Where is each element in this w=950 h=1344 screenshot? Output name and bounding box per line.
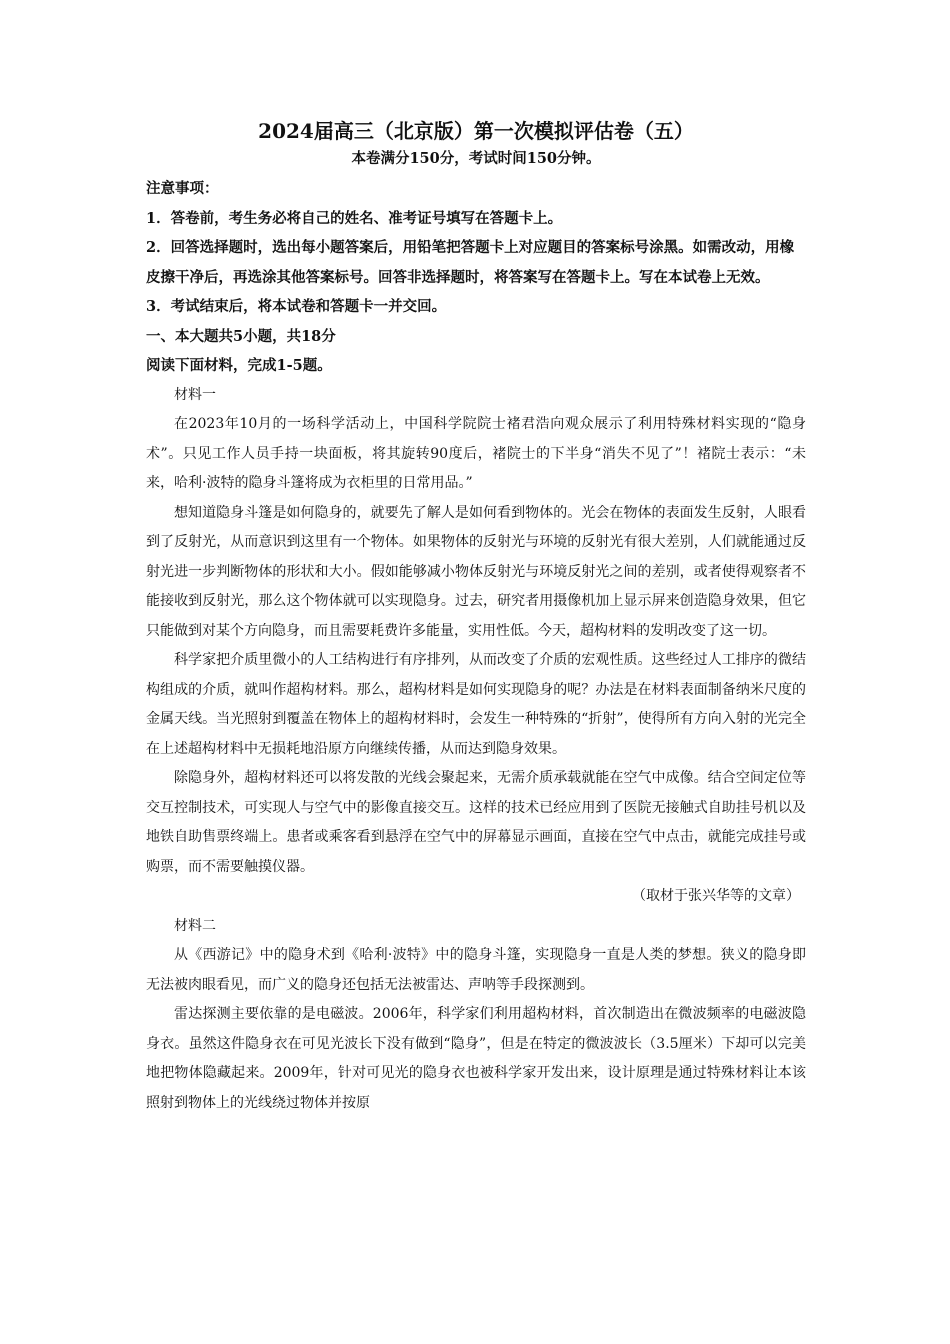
material-1-label: 材料一 [174, 386, 216, 403]
material-2-paragraph-1: 从《西游记》中的隐身术到《哈利·波特》中的隐身斗篷，实现隐身一直是人类的梦想。狭义的隐身即无法被肉眼看见，而广义的隐身还包括无法被雷达、声呐等手段探测到。 [146, 947, 806, 993]
section-heading: 一、本大题共5小题，共18分 [146, 327, 336, 345]
section-instruction: 阅读下面材料，完成1-5题。 [146, 357, 332, 374]
material-1-paragraph-2: 想知道隐身斗篷是如何隐身的，就要先了解人是如何看到物体的。光会在物体的表面发生反射，人眼看到了反射光，从而意识到这里有一个物体。如果物体的反射光与环境的反射光有很大差别，人们就能通过反射光进一步判断物体的形状和大小。假如能够减小物体反射光与环境反射光之间的差别，或者使得观察者不能接收到反射光，那么这个物体就可以实现隐身。过去，研究者用摄像机加上显示屏来创造隐身效果，但它只能做到对某个方向隐身，而且需要耗费许多能量，实用性低。今天，超构材料的发明改变了这一切。 [146, 504, 806, 639]
page-title: 2024届高三（北京版）第一次模拟评估卷（五） [258, 119, 694, 143]
material-1-source: （取材于张兴华等的文章） [632, 888, 800, 904]
material-2-label: 材料二 [174, 917, 216, 934]
material-1-paragraph-1: 在2023年10月的一场科学活动上，中国科学院院士褚君浩向观众展示了利用特殊材料实现的“隐身术”。只见工作人员手持一块面板，将其旋转90度后，褚院士的下半身“消失不见了”！褚院士表示：“未来，哈利·波特的隐身斗篷将成为衣柜里的日常用品。” [146, 416, 806, 491]
notice-heading: 注意事项： [146, 180, 219, 197]
material-1-paragraph-4: 除隐身外，超构材料还可以将发散的光线会聚起来，无需介质承载就能在空气中成像。结合空间定位等交互控制技术，可实现人与空气中的影像直接交互。这样的技术已经应用到了医院无接触式自助挂号机以及地铁自助售票终端上。患者或乘客看到悬浮在空气中的屏幕显示画面，直接在空气中点击，就能完成挂号或购票，而不需要触摸仪器。 [146, 770, 806, 875]
material-1-paragraph-3: 科学家把介质里微小的人工结构进行有序排列，从而改变了介质的宏观性质。这些经过人工排序的微结构组成的介质，就叫作超构材料。那么，超构材料是如何实现隐身的呢？办法是在材料表面制备纳米尺度的金属天线。当光照射到覆盖在物体上的超构材料时，会发生一种特殊的“折射”，使得所有方向入射的光完全在上述超构材料中无损耗地沿原方向继续传播，从而达到隐身效果。 [146, 652, 806, 757]
material-2-paragraph-2: 雷达探测主要依靠的是电磁波。2006年，科学家们利用超构材料，首次制造出在微波频率的电磁波隐身衣。虽然这件隐身衣在可见光波长下没有做到“隐身”，但是在特定的微波波长（3.5厘米）下却可以完美地把物体隐藏起来。2009年，针对可见光的隐身衣也被科学家开发出来，设计原理是通过特殊材料让本该照射到物体上的光线绕过物体并按原 [146, 1006, 806, 1111]
notice-item-3: 3．考试结束后，将本试卷和答题卡一并交回。 [146, 298, 447, 315]
exam-page [146, 110, 806, 1118]
notice-item-2: 2．回答选择题时，选出每小题答案后，用铅笔把答题卡上对应题目的答案标号涂黑。如需改动，用橡皮擦干净后，再选涂其他答案标号。回答非选择题时，将答案写在答题卡上。写在本试卷上无效。 [146, 239, 795, 286]
notice-item-1: 1．答卷前，考生务必将自己的姓名、准考证号填写在答题卡上。 [146, 209, 563, 227]
exam-subtitle: 本卷满分150分，考试时间150分钟。 [351, 150, 601, 167]
